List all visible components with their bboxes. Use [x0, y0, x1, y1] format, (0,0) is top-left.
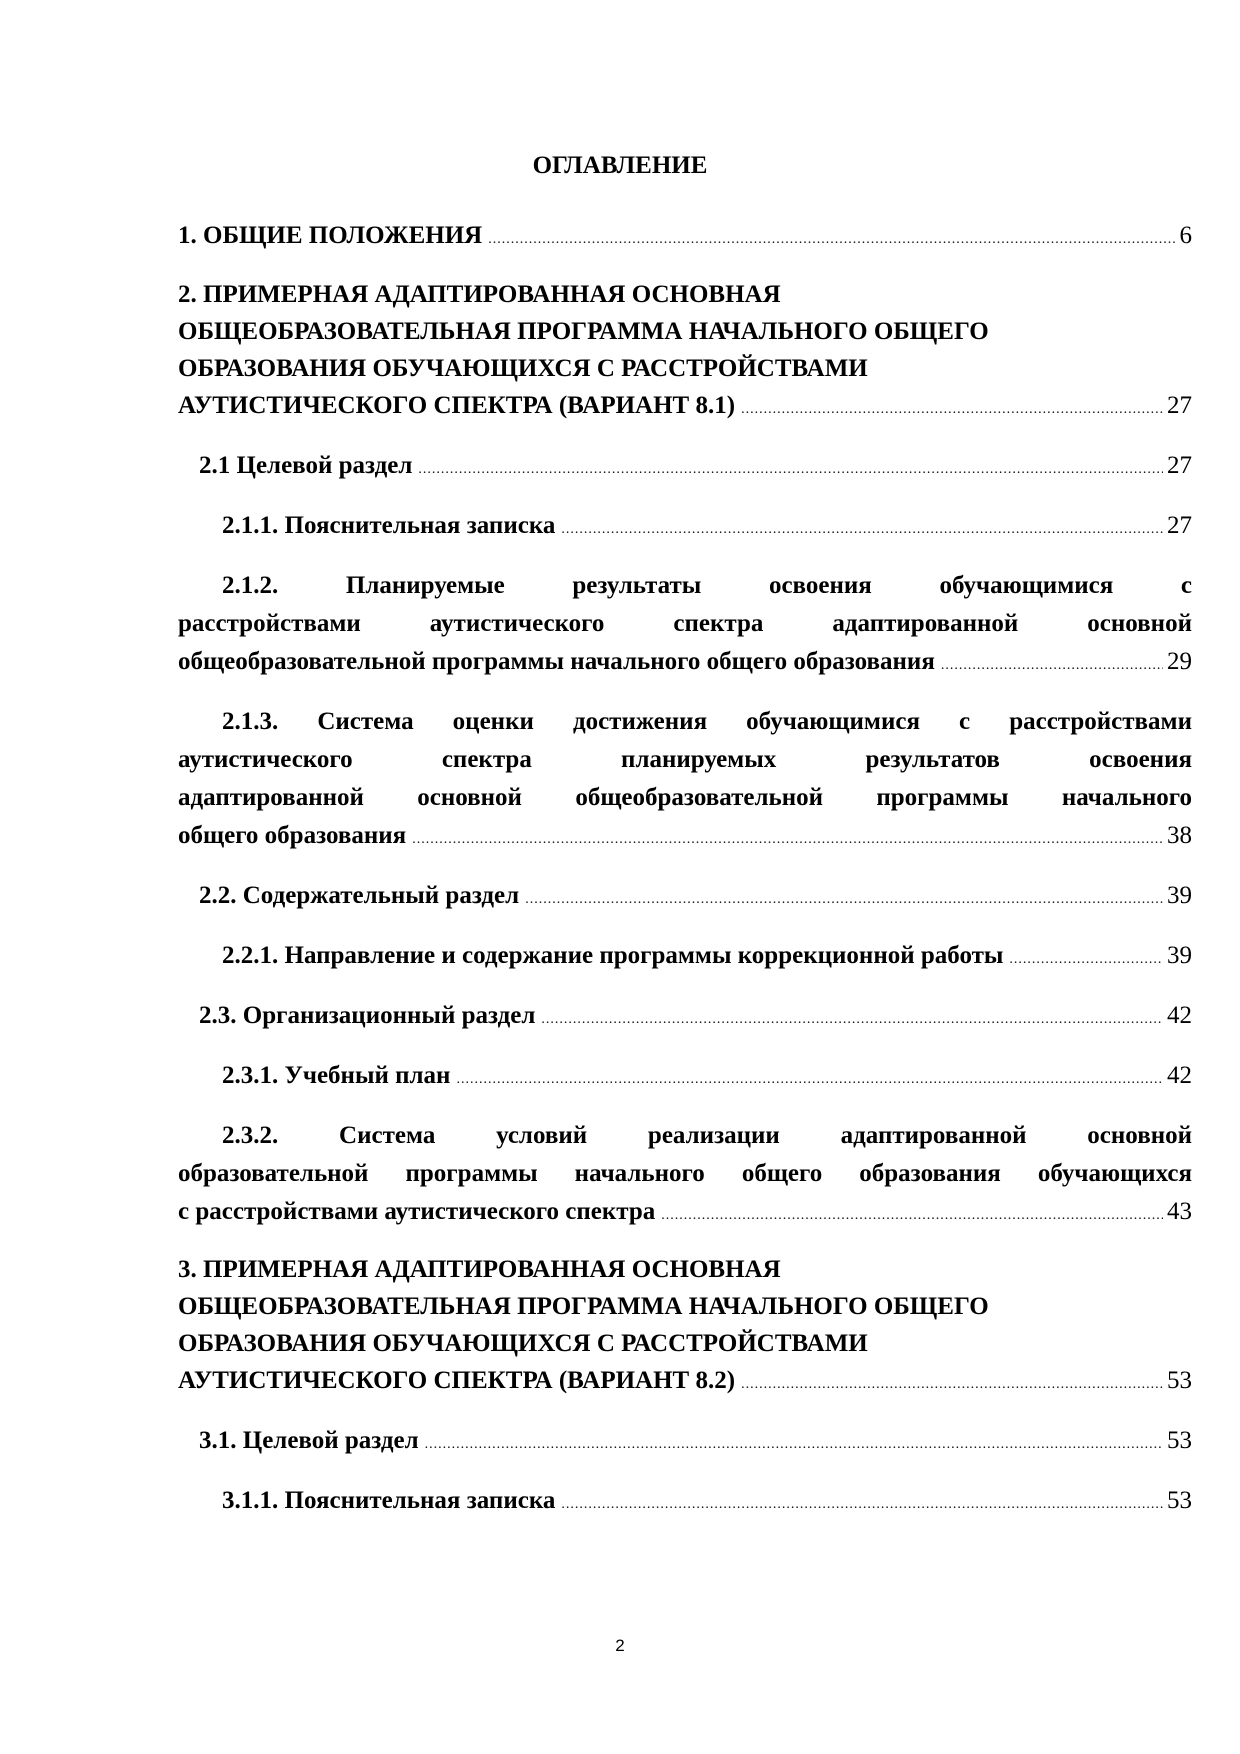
leader-dots: [488, 224, 1175, 256]
leader-dots: [741, 1369, 1163, 1401]
leader-dots: [525, 884, 1163, 916]
leader-dots: [418, 454, 1163, 486]
toc-entry-3-line-3[interactable]: ОБРАЗОВАНИЯ ОБУЧАЮЩИХСЯ С РАССТРОЙСТВАМИ: [178, 1330, 868, 1357]
toc-entry-3-1-1[interactable]: [222, 1485, 1192, 1521]
toc-entry-text: общеобразовательной программы начального общего образования: [178, 648, 935, 675]
toc-entry-2-1-3-line-1[interactable]: 2.1.3. Система оценки достижения обучающимися с расстройствами: [222, 708, 1192, 735]
leader-dots: [456, 1064, 1163, 1096]
toc-entry-2-3[interactable]: [199, 1000, 1192, 1036]
toc-entry-page: 27: [1167, 392, 1192, 419]
toc-entry-text: 2.3. Организационный раздел: [199, 1002, 536, 1029]
leader-dots: [561, 1489, 1163, 1521]
toc-entry-3-line-1[interactable]: 3. ПРИМЕРНАЯ АДАПТИРОВАННАЯ ОСНОВНАЯ: [178, 1256, 781, 1283]
toc-entry-text: 2.1 Целевой раздел: [199, 452, 413, 479]
toc-entry-2-1-2[interactable]: [178, 646, 1192, 682]
toc-entry-2-1-2-line-1[interactable]: 2.1.2. Планируемые результаты освоения обучающимися с: [222, 572, 1192, 599]
toc-entry-text: 1. ОБЩИЕ ПОЛОЖЕНИЯ: [178, 222, 483, 249]
toc-entry-2-3-1[interactable]: [222, 1060, 1192, 1096]
toc-entry-page: 53: [1167, 1487, 1192, 1514]
toc-entry-text: 2.2.1. Направление и содержание программы коррекционной работы: [222, 942, 1004, 969]
leader-dots: [1009, 944, 1163, 976]
toc-title: ОГЛАВЛЕНИЕ: [532, 152, 708, 179]
toc-entry-2-1-1[interactable]: [222, 510, 1192, 546]
leader-dots: [661, 1200, 1163, 1232]
leader-dots: [541, 1004, 1163, 1036]
toc-entry-text: 2.2. Содержательный раздел: [199, 882, 520, 909]
toc-entry-2-3-2[interactable]: [178, 1196, 1192, 1232]
toc-entry-page: 43: [1167, 1198, 1192, 1225]
toc-entry-2-3-2-line-1[interactable]: 2.3.2. Система условий реализации адаптированной основной: [222, 1122, 1192, 1149]
toc-entry-2-1-3-line-2[interactable]: аутистического спектра планируемых результатов освоения: [178, 746, 1192, 773]
page-number: 2: [615, 1636, 625, 1655]
toc-entry-text: АУТИСТИЧЕСКОГО СПЕКТРА (ВАРИАНТ 8.1): [178, 392, 736, 419]
toc-entry-2-line-1[interactable]: 2. ПРИМЕРНАЯ АДАПТИРОВАННАЯ ОСНОВНАЯ: [178, 281, 781, 308]
toc-entry-2-3-2-line-2[interactable]: образовательной программы начального общего образования обучающихся: [178, 1160, 1192, 1187]
toc-entry-1[interactable]: [178, 220, 1192, 256]
toc-entry-2-2[interactable]: [199, 880, 1192, 916]
leader-dots: [741, 394, 1163, 426]
toc-entry-text: 3.1.1. Пояснительная записка: [222, 1487, 556, 1514]
leader-dots: [425, 1429, 1163, 1461]
toc-entry-page: 39: [1167, 882, 1192, 909]
toc-entry-text: 2.3.1. Учебный план: [222, 1062, 451, 1089]
toc-entry-text: общего образования: [178, 822, 407, 849]
toc-entry-page: 39: [1167, 942, 1192, 969]
toc-entry-2[interactable]: [178, 390, 1192, 426]
toc-entry-text: АУТИСТИЧЕСКОГО СПЕКТРА (ВАРИАНТ 8.2): [178, 1367, 736, 1394]
toc-entry-3-line-2[interactable]: ОБЩЕОБРАЗОВАТЕЛЬНАЯ ПРОГРАММА НАЧАЛЬНОГО ОБЩЕГО: [178, 1293, 989, 1320]
toc-entry-page: 53: [1167, 1427, 1192, 1454]
toc-entry-page: 29: [1167, 648, 1192, 675]
toc-entry-text: 3.1. Целевой раздел: [199, 1427, 419, 1454]
toc-entry-3[interactable]: [178, 1365, 1192, 1401]
toc-entry-page: 42: [1167, 1062, 1192, 1089]
toc-entry-2-1-3[interactable]: [178, 820, 1192, 856]
leader-dots: [412, 824, 1163, 856]
leader-dots: [941, 650, 1163, 682]
toc-entry-2-1[interactable]: [199, 450, 1192, 486]
toc-entry-2-1-3-line-3[interactable]: адаптированной основной общеобразовательной программы начального: [178, 784, 1192, 811]
toc-entry-2-2-1[interactable]: [222, 940, 1192, 976]
toc-entry-2-line-2[interactable]: ОБЩЕОБРАЗОВАТЕЛЬНАЯ ПРОГРАММА НАЧАЛЬНОГО ОБЩЕГО: [178, 318, 989, 345]
toc-entry-page: 42: [1167, 1002, 1192, 1029]
toc-entry-page: 27: [1167, 452, 1192, 479]
toc-entry-page: 53: [1167, 1367, 1192, 1394]
toc-entry-3-1[interactable]: [199, 1425, 1192, 1461]
leader-dots: [561, 514, 1163, 546]
toc-entry-page: 27: [1167, 512, 1192, 539]
toc-entry-2-1-2-line-2[interactable]: расстройствами аутистического спектра адаптированной основной: [178, 610, 1192, 637]
toc-entry-page: 38: [1167, 822, 1192, 849]
toc-entry-page: 6: [1179, 222, 1192, 249]
toc-entry-2-line-3[interactable]: ОБРАЗОВАНИЯ ОБУЧАЮЩИХСЯ С РАССТРОЙСТВАМИ: [178, 355, 868, 382]
toc-entry-text: с расстройствами аутистического спектра: [178, 1198, 656, 1225]
toc-entry-text: 2.1.1. Пояснительная записка: [222, 512, 556, 539]
